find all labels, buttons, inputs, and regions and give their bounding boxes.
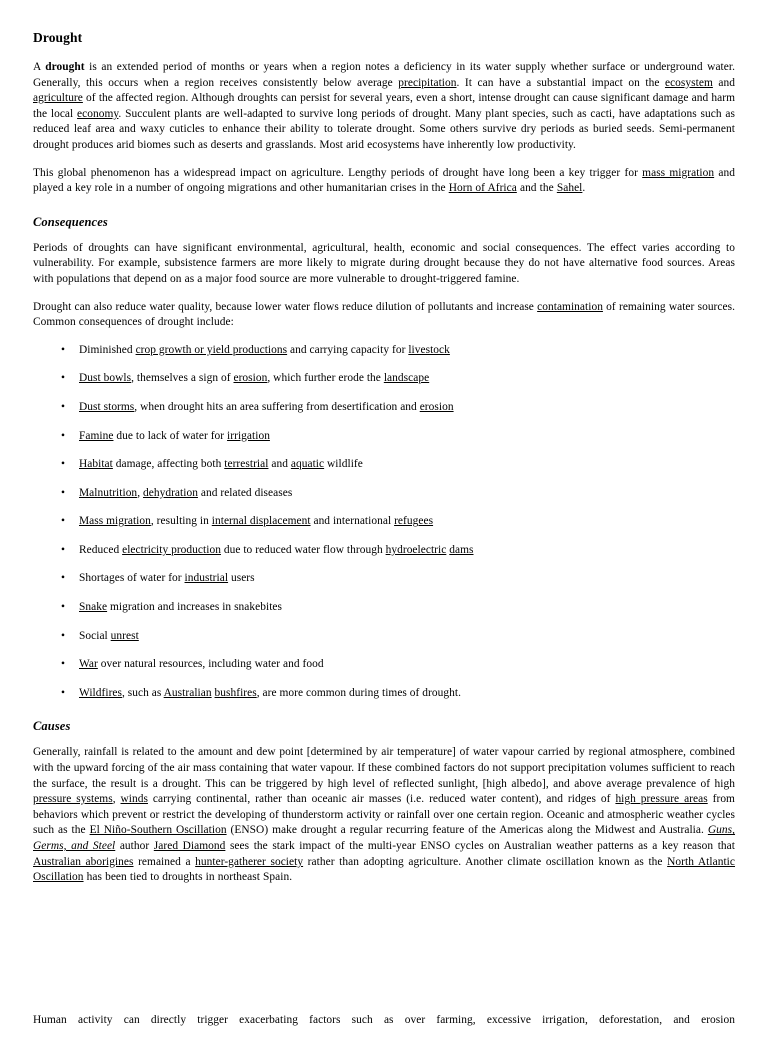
list-item-text: and carrying capacity for: [287, 343, 409, 356]
text-fragment: carrying continental, rather than oceanic air masses (i.e. reduced water content), and ridges of: [147, 793, 616, 806]
book-title-guns-germs-and-steel[interactable]: Guns, Germs, and Steel: [33, 824, 736, 852]
list-item-link[interactable]: irrigation: [227, 429, 270, 442]
section-heading-consequences: Consequences: [33, 214, 108, 229]
link-el-nino-southern-oscillation[interactable]: El Niño-Southern Oscillation: [89, 824, 227, 837]
link-high-pressure-areas[interactable]: high pressure areas: [615, 793, 708, 806]
list-item-text: Diminished: [79, 343, 136, 356]
text-fragment: from behaviors which prevent or restrict the developing of thunderstorm activity or rainfall over one certain region. Oceanic and atmospheric weather cycles such as the: [33, 793, 735, 837]
consequences-paragraph-2: [33, 300, 735, 331]
list-item-link[interactable]: Habitat: [79, 458, 113, 471]
text-fragment: author: [115, 840, 154, 852]
text-fragment: .: [582, 182, 586, 195]
list-item-text: damage, affecting both: [112, 458, 225, 471]
list-item-text: , such as: [122, 686, 164, 699]
bullet-marker-icon: •: [61, 515, 66, 528]
list-item-link[interactable]: unrest: [110, 629, 139, 642]
text-fragment: and played a key role in a number of ongoing migrations and other humanitarian crises in the: [33, 166, 735, 195]
bullet-marker-icon: •: [61, 486, 66, 499]
text-fragment: of remaining water sources. Common consequences of drought include:: [33, 300, 735, 329]
bold-term-drought: drought: [45, 61, 85, 73]
list-item: [33, 400, 735, 416]
bullet-marker-icon: •: [61, 629, 66, 642]
list-item-text: due to reduced water flow through: [220, 543, 386, 556]
list-item-text: Social: [79, 629, 111, 642]
bullet-marker-icon: •: [61, 400, 66, 413]
text-fragment: Generally, rainfall is related to the amount and dew point [determined by air temperature] of water vapour carried by regional atmosphere, combined with the upward forcing of the air mass containing that water vapour. If these combined factors do not support precipitation volumes sufficient to reach the surface, the result is a drought. This can be triggered by high level of reflected sunlight, [high albedo], and above average prevalence of high: [33, 746, 735, 790]
text-fragment: (ENSO) make drought a regular recurring feature of the Americas along the Midwest and Australia.: [226, 824, 708, 837]
text-fragment: ,: [112, 793, 121, 806]
link-australian-aborigines[interactable]: Australian aborigines: [33, 855, 134, 868]
bullet-marker-icon: •: [61, 343, 66, 356]
list-item-text: migration and increases in snakebites: [107, 601, 283, 614]
list-item-text: , are more common during times of drought.: [256, 686, 461, 699]
text-fragment: . It can have a substantial impact on the: [456, 76, 665, 89]
list-item-text: wildlife: [324, 458, 363, 471]
list-item: [33, 371, 735, 387]
list-item-link[interactable]: internal displacement: [211, 515, 311, 528]
list-item-text: Shortages of water for: [79, 572, 185, 585]
text-fragment: Drought can also reduce water quality, because lower water flows reduce dilution of pollutants and increase: [33, 300, 538, 313]
link-winds[interactable]: winds: [120, 793, 148, 806]
list-item-link[interactable]: Dust bowls: [79, 372, 132, 385]
list-item: [33, 429, 735, 445]
link-precipitation[interactable]: precipitation: [398, 76, 457, 89]
link-horn-of-africa[interactable]: Horn of Africa: [448, 182, 517, 195]
link-ecosystem[interactable]: ecosystem: [664, 76, 713, 89]
page-title: Drought: [33, 30, 83, 45]
list-item-link[interactable]: Dust storms: [79, 400, 135, 413]
list-item-link[interactable]: Wildfires: [79, 686, 123, 699]
list-item-text: and related diseases: [197, 486, 293, 499]
text-fragment: This global phenomenon has a widespread impact on agriculture. Lengthy periods of drought have long been a key trigger for: [33, 166, 643, 179]
list-item-text: , which further erode the: [267, 372, 384, 385]
list-item-text: , resulting in: [150, 515, 212, 528]
list-item-link[interactable]: dehydration: [142, 486, 198, 499]
consequences-bullet-list: [33, 343, 735, 702]
list-item-text: over natural resources, including water and food: [97, 658, 324, 671]
text-fragment: and: [712, 76, 735, 89]
list-item-link[interactable]: Mass migration: [79, 515, 151, 528]
list-item-link[interactable]: hydroelectric: [385, 543, 447, 556]
list-item-link[interactable]: livestock: [408, 343, 450, 356]
link-north-atlantic-oscillation[interactable]: North Atlantic Oscillation: [33, 855, 736, 884]
link-mass-migration[interactable]: mass migration: [642, 166, 715, 179]
list-item: [33, 686, 735, 702]
intro-paragraph-2: [33, 166, 735, 197]
list-item-link[interactable]: landscape: [383, 372, 430, 385]
bullet-marker-icon: •: [61, 543, 66, 556]
bullet-marker-icon: •: [61, 658, 66, 671]
list-item-text: due to lack of water for: [113, 429, 228, 442]
list-item-text: Reduced: [79, 543, 123, 556]
list-item-text: , when drought hits an area suffering from desertification and: [134, 400, 420, 413]
list-item: [33, 486, 735, 502]
list-item-link[interactable]: industrial: [184, 572, 229, 585]
consequences-paragraph-1: Periods of droughts can have significant environmental, agricultural, health, economic and social consequences. The effect varies according to vulnerability. For example, subsistence farmers are more likely to migrate during drought because they do not have alternative food sources. Areas with populations that depend on as a major food source are more vulnerable to drought-triggered famine.: [33, 241, 735, 285]
list-item-link[interactable]: Famine: [79, 429, 114, 442]
text-fragment: has been tied to droughts in northeast Spain.: [83, 871, 293, 884]
list-item: [33, 514, 735, 530]
list-item-link[interactable]: Malnutrition: [79, 486, 138, 499]
list-item: [33, 571, 735, 587]
list-item-link[interactable]: dams: [449, 543, 474, 556]
link-economy[interactable]: economy: [77, 107, 119, 120]
list-item-text: users: [228, 572, 255, 585]
list-item-link[interactable]: Snake: [79, 601, 108, 614]
list-item-link[interactable]: aquatic: [290, 458, 325, 471]
text-fragment: remained a: [133, 855, 196, 868]
list-item-link[interactable]: Australian: [163, 686, 212, 699]
link-jared-diamond[interactable]: Jared Diamond: [153, 840, 226, 852]
list-item-link[interactable]: refugees: [394, 515, 434, 528]
text-fragment: rather than adopting agriculture. Another climate oscillation known as the: [303, 855, 668, 868]
list-item-link[interactable]: electricity production: [122, 543, 221, 556]
clipped-next-paragraph: Human activity can directly trigger exacerbating factors such as over farming, excessive irrigation, deforestation, and erosion: [33, 1014, 735, 1026]
list-item-link[interactable]: erosion: [419, 400, 454, 413]
list-item-link[interactable]: terrestrial: [224, 458, 269, 471]
bullet-marker-icon: •: [61, 686, 66, 699]
list-item: [33, 600, 735, 616]
link-sahel[interactable]: Sahel: [556, 182, 583, 195]
text-fragment: of the affected region. Although droughts can persist for several years, even a short, intense drought can cause significant damage and harm the local: [33, 92, 735, 120]
bullet-marker-icon: •: [61, 458, 66, 471]
link-contamination[interactable]: contamination: [537, 300, 603, 313]
text-fragment: and the: [516, 182, 557, 195]
list-item-link[interactable]: crop growth or yield productions: [135, 343, 288, 356]
bullet-marker-icon: •: [61, 372, 66, 385]
list-item-text: and international: [310, 515, 395, 528]
text-fragment: is an extended period of months or years when a region notes a deficiency in its water supply whether surface or underground water. Generally, this occurs when a region receives consistently below average: [33, 61, 735, 89]
list-item: [33, 543, 735, 559]
bullet-marker-icon: •: [61, 429, 66, 442]
bullet-marker-icon: •: [61, 601, 66, 614]
link-pressure-systems[interactable]: pressure systems: [33, 793, 113, 806]
list-item-text: ,: [137, 486, 143, 499]
link-hunter-gatherer-society[interactable]: hunter-gatherer society: [195, 855, 304, 868]
list-item-link[interactable]: erosion: [233, 372, 268, 385]
causes-paragraph-1: [33, 745, 735, 885]
text-fragment: . Succulent plants are well-adapted to survive long periods of drought. Many plant species, such as cacti, have adaptations such as reduced leaf area and waxy cuticles to enhance their ability to tolerate drought. Some others survive dry periods as buried seeds. Semi-permanent drought produces arid biomes such as deserts and grasslands. Most arid ecosystems have inherently low productivity.: [33, 107, 735, 151]
list-item-text: , themselves a sign of: [131, 372, 234, 385]
list-item: [33, 343, 735, 359]
list-item: [33, 629, 735, 645]
intro-paragraph-1: [33, 60, 735, 154]
link-agriculture[interactable]: agriculture: [33, 92, 83, 105]
list-item-text: and: [268, 458, 291, 471]
list-item-link[interactable]: War: [79, 658, 98, 671]
bullet-marker-icon: •: [61, 572, 66, 585]
list-item: [33, 657, 735, 673]
list-item-link[interactable]: bushfires: [214, 686, 257, 699]
list-item: [33, 457, 735, 473]
section-heading-causes: Causes: [33, 719, 71, 734]
text-fragment: A: [33, 61, 46, 73]
text-fragment: sees the stark impact of the multi-year ENSO cycles on Australian weather patterns as a key reason that: [225, 840, 735, 852]
